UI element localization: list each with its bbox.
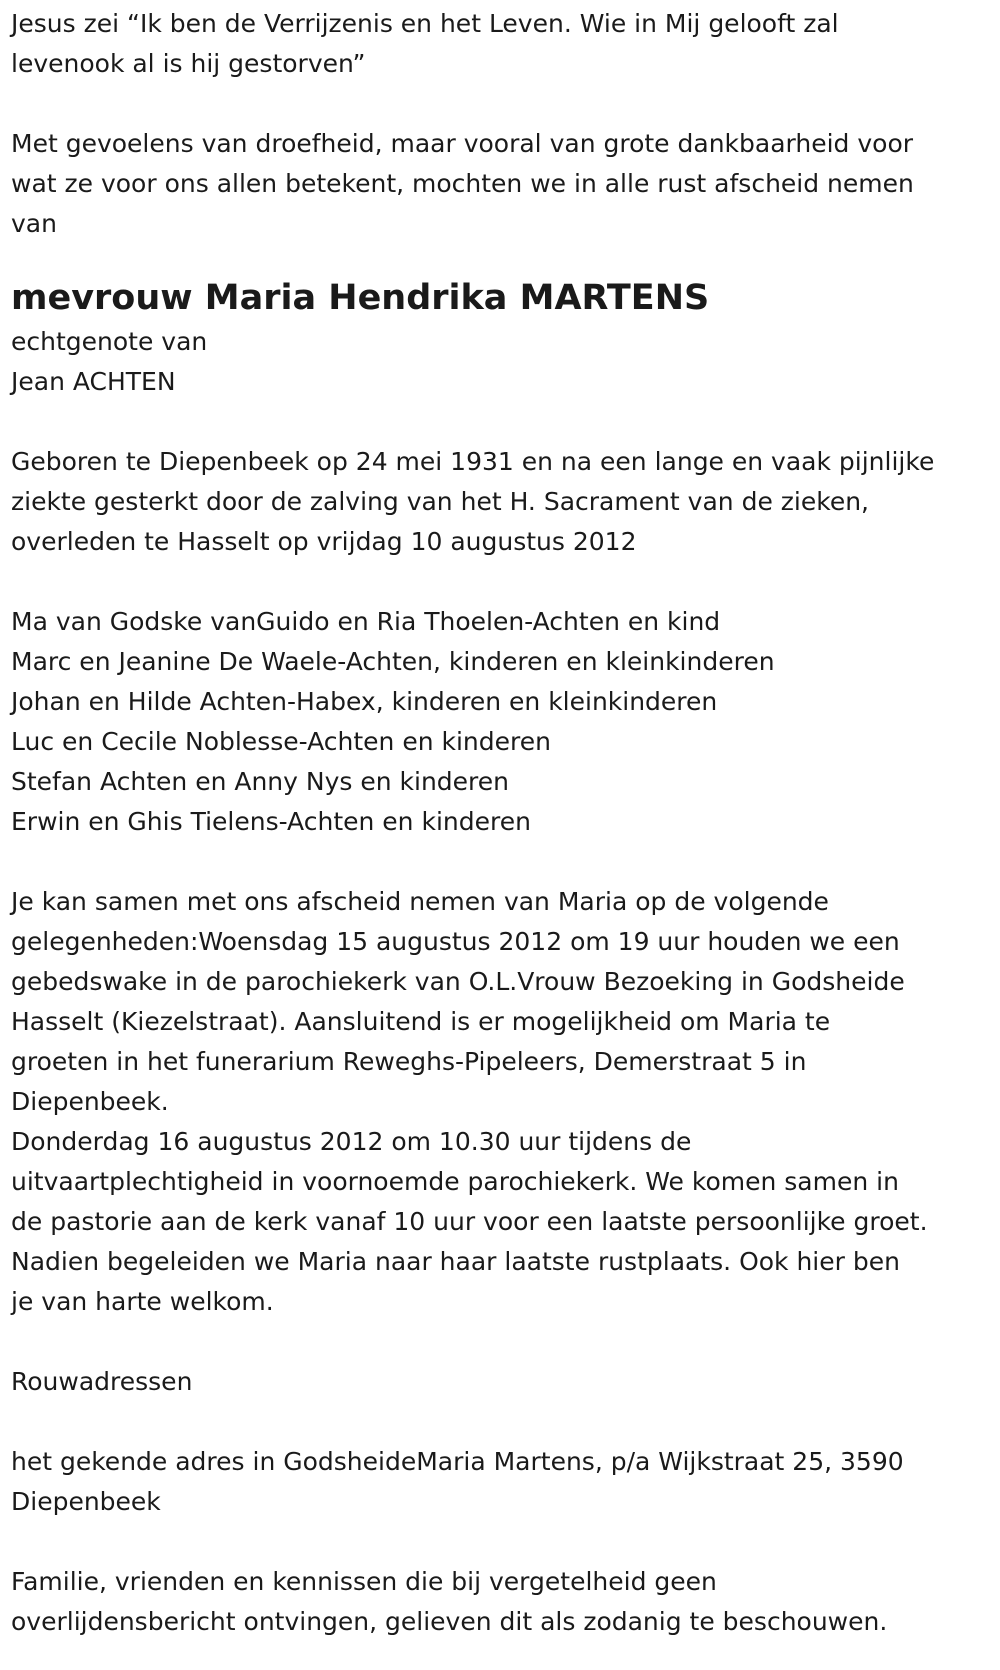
- address-line: het gekende adres in GodsheideMaria Martens, p/a Wijkstraat 25, 3590: [11, 1447, 904, 1476]
- birth-death-line: overleden te Hasselt op vrijdag 10 augustus 2012: [11, 527, 637, 556]
- farewell-line: Je kan samen met ons afscheid nemen van Maria op de volgende: [11, 887, 829, 916]
- deceased-name: mevrouw Maria Hendrika MARTENS: [11, 278, 710, 318]
- address-heading-text: Rouwadressen: [11, 1367, 193, 1396]
- farewell-line: Hasselt (Kiezelstraat). Aansluitend is er mogelijkheid om Maria te: [11, 1007, 831, 1036]
- address-paragraph: [11, 1442, 996, 1522]
- farewell-line: gelegenheden:Woensdag 15 augustus 2012 om 19 uur houden we een: [11, 927, 900, 956]
- intro-line: van: [11, 209, 57, 238]
- obituary-document: [11, 4, 996, 1642]
- family-member: Johan en Hilde Achten-Habex, kinderen en kleinkinderen: [11, 687, 718, 716]
- intro-line: Met gevoelens van droefheid, maar vooral van grote dankbaarheid voor: [11, 129, 914, 158]
- family-member: Ma van Godske vanGuido en Ria Thoelen-Achten en kind: [11, 607, 721, 636]
- farewell-line: Donderdag 16 augustus 2012 om 10.30 uur tijdens de: [11, 1127, 692, 1156]
- farewell-line: Nadien begeleiden we Maria naar haar laatste rustplaats. Ook hier ben: [11, 1247, 900, 1276]
- closing-paragraph: [11, 1562, 996, 1642]
- relation-text: echtgenote van: [11, 327, 208, 356]
- spacer: [11, 562, 996, 602]
- intro-paragraph: [11, 124, 996, 244]
- spouse-name: Jean ACHTEN: [11, 367, 176, 396]
- spacer: [11, 1522, 996, 1562]
- family-member: Marc en Jeanine De Waele-Achten, kinderen en kleinkinderen: [11, 647, 775, 676]
- farewell-line: je van harte welkom.: [11, 1287, 274, 1316]
- farewell-line: uitvaartplechtigheid in voornoemde parochiekerk. We komen samen in: [11, 1167, 899, 1196]
- birth-death-line: Geboren te Diepenbeek op 24 mei 1931 en na een lange en vaak pijnlijke: [11, 447, 935, 476]
- family-member: Luc en Cecile Noblesse-Achten en kinderen: [11, 727, 551, 756]
- quote-line: levenook al is hij gestorven”: [11, 49, 366, 78]
- spacer: [11, 1322, 996, 1362]
- intro-line: wat ze voor ons allen betekent, mochten we in alle rust afscheid nemen: [11, 169, 914, 198]
- farewell-line: de pastorie aan de kerk vanaf 10 uur voor een laatste persoonlijke groet.: [11, 1207, 928, 1236]
- spacer: [11, 842, 996, 882]
- address-line: Diepenbeek: [11, 1487, 161, 1516]
- quote-line: Jesus zei “Ik ben de Verrijzenis en het Leven. Wie in Mij gelooft zal: [11, 9, 839, 38]
- spacer: [11, 402, 996, 442]
- birth-death-paragraph: [11, 442, 996, 562]
- bible-quote: [11, 4, 996, 84]
- family-list: [11, 602, 996, 842]
- spacer: [11, 1402, 996, 1442]
- family-member: Stefan Achten en Anny Nys en kinderen: [11, 767, 510, 796]
- farewell-line: gebedswake in de parochiekerk van O.L.Vrouw Bezoeking in Godsheide: [11, 967, 905, 996]
- spacer: [11, 244, 996, 270]
- spacer: [11, 84, 996, 124]
- birth-death-line: ziekte gesterkt door de zalving van het H. Sacrament van de zieken,: [11, 487, 869, 516]
- closing-line: overlijdensbericht ontvingen, gelieven dit als zodanig te beschouwen.: [11, 1607, 888, 1636]
- family-member: Erwin en Ghis Tielens-Achten en kinderen: [11, 807, 531, 836]
- farewell-paragraph: [11, 882, 996, 1322]
- farewell-line: groeten in het funerarium Reweghs-Pipeleers, Demerstraat 5 in: [11, 1047, 807, 1076]
- address-heading: [11, 1362, 996, 1402]
- relation-block: [11, 322, 996, 402]
- closing-line: Familie, vrienden en kennissen die bij vergetelheid geen: [11, 1567, 717, 1596]
- farewell-line: Diepenbeek.: [11, 1087, 169, 1116]
